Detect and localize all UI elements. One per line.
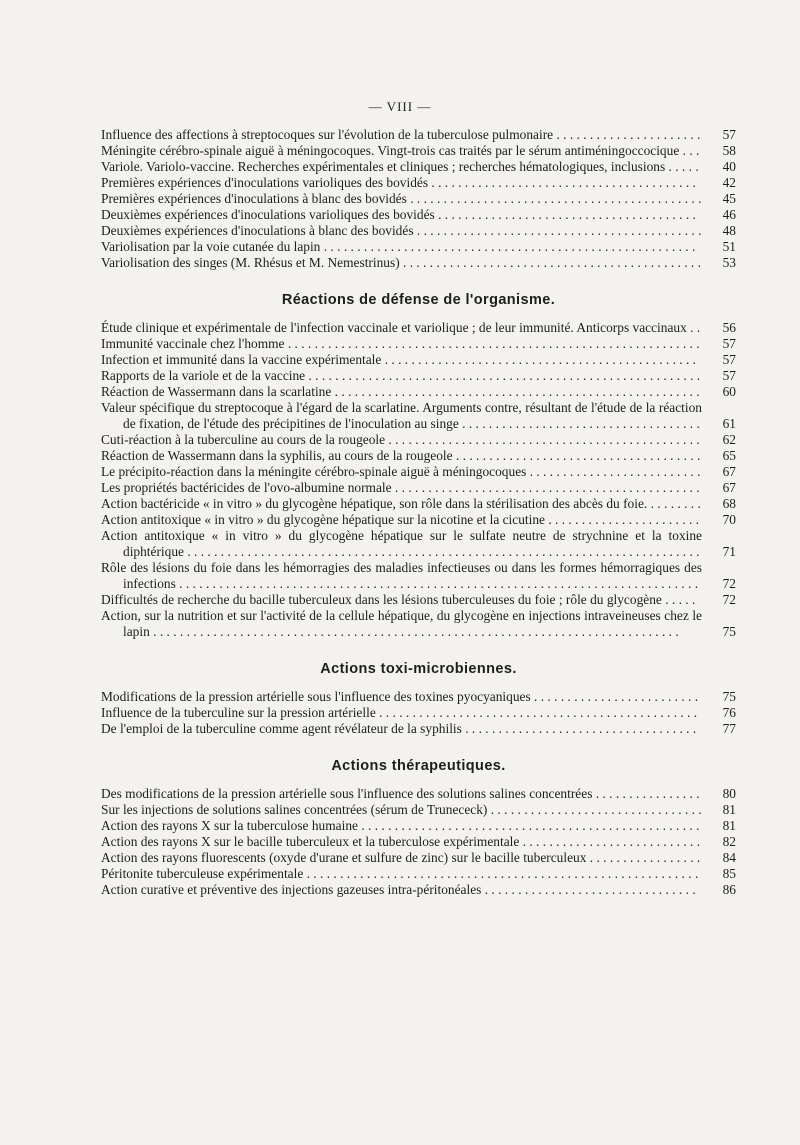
dot-leader: . . . . . . . . . . . . . . . . . . . . . . . . . . .	[519, 834, 701, 849]
toc-entry-title: Action des rayons X sur le bacille tuberculeux et la tuberculose expérimentale	[101, 834, 520, 849]
toc-entry	[101, 320, 736, 336]
toc-entry	[101, 255, 736, 271]
dot-leader: . . . . . . . . . . . . . . . . . . . . . . . . . . . . . . . .	[481, 882, 696, 897]
dot-leader: . . . . . . . . . . . . . . . . . . . . . . . . . . . . . . . . . . .	[461, 721, 697, 736]
toc-entry	[101, 592, 736, 608]
toc-entry-title: Des modifications de la pression artérielle sous l'influence des solutions salines concentrées	[101, 786, 593, 801]
toc-entry-title: Rôle des lésions du foie dans les hémorragies des maladies infectieuses ou dans les formes hémorragiques des infections	[101, 560, 702, 591]
toc-page-number: 81	[722, 818, 736, 833]
toc-page-number: 70	[722, 512, 736, 527]
toc-page-number: 80	[722, 786, 736, 801]
toc-group-therapeutic	[101, 786, 736, 898]
toc-entry-title: Modifications de la pression artérielle sous l'influence des toxines pyocyaniques	[101, 689, 531, 704]
toc-page-number: 86	[722, 882, 736, 897]
page-number-header: — VIII —	[368, 99, 432, 114]
toc-entry	[101, 159, 736, 175]
toc-entry	[101, 384, 736, 400]
toc-entry-title: Péritonite tuberculeuse expérimentale	[101, 866, 304, 881]
toc-entry	[101, 239, 736, 255]
dot-leader: . .	[686, 320, 701, 335]
toc-entry	[101, 850, 736, 866]
toc-entry-title: Action bactéricide « in vitro » du glycogène hépatique, son rôle dans la stérilisation des abcès du foie.	[101, 496, 648, 511]
toc-page-number: 67	[722, 464, 736, 479]
toc-page-number: 53	[722, 255, 736, 270]
toc-page-number: 57	[722, 336, 736, 351]
toc-entry-title: Sur les injections de solutions salines concentrées (sérum de Trunececk)	[101, 802, 488, 817]
dot-leader: . . . . . . . . . . . . . . . . . . . . . . . . . . . . . . . . . . . . . . . . . . . . . . .	[381, 352, 697, 367]
toc-page-number: 45	[722, 191, 736, 206]
toc-entry	[101, 786, 736, 802]
toc-entry-title: Méningite cérébro-spinale aiguë à méningocoques. Vingt-trois cas traités par le sérum antiméningoccocique	[101, 143, 680, 158]
toc-entry-title: Action des rayons X sur la tuberculose humaine	[101, 818, 358, 833]
toc-entry	[101, 512, 736, 528]
toc-entry-title: Rapports de la variole et de la vaccine	[101, 368, 306, 383]
dot-leader: . . . . . . . . . . . . . . . . . . . . . . . . . . . . . . . . . . . . . . . . . . . . . . . . . . . . . . .	[331, 384, 700, 399]
toc-entry	[101, 336, 736, 352]
toc-entry-title: Variolisation par la voie cutanée du lapin	[101, 239, 321, 254]
toc-entry-title: Action curative et préventive des injections gazeuses intra-péritonéales	[101, 882, 482, 897]
toc-entry	[101, 175, 736, 191]
toc-page-number: 46	[722, 207, 736, 222]
toc-page-number: 57	[722, 368, 736, 383]
dot-leader: . . . . .	[661, 592, 696, 607]
toc-entry	[101, 721, 736, 737]
toc-entry-title: Action, sur la nutrition et sur l'activité de la cellule hépatique, du glycogène en injections intraveineuses chez le lapin	[101, 608, 702, 639]
dot-leader: . . . . . . . . . . . . . . . . . . . . . . . . . . . . . . . . . . . .	[458, 416, 700, 431]
toc-group-top	[101, 127, 736, 271]
dot-leader: . . .	[679, 143, 700, 158]
toc-entry	[101, 882, 736, 898]
dot-leader: . . . . . . . . . . . . . . . . . . . . . . . . . . . . . . . . . . . . . . . . . . . . . . . . . . . . . . . . . . . . . . . . . . . . . . . . . . . . . .	[175, 576, 699, 591]
toc-entry-title: Deuxièmes expériences d'inoculations varioliques des bovidés	[101, 207, 435, 222]
toc-entry	[101, 400, 736, 432]
section-title-therapeutic: Actions thérapeutiques.	[331, 758, 506, 774]
toc-page-number: 65	[722, 448, 736, 463]
dot-leader: . . . . . . . . . . . . . . . . . . . . . . . . . . . . . . . .	[487, 802, 702, 817]
toc-page-number: 42	[722, 175, 736, 190]
toc-entry	[101, 802, 736, 818]
toc-entry-title: Variole. Variolo-vaccine. Recherches expérimentales et cliniques ; recherches hématologiques, inclusions	[101, 159, 666, 174]
toc-entry-title: Cuti-réaction à la tuberculine au cours de la rougeole	[101, 432, 386, 447]
toc-entry-title: Deuxièmes expériences d'inoculations à blanc des bovidés	[101, 223, 414, 238]
toc-group-toxi	[101, 689, 736, 737]
toc-entry-title: Étude clinique et expérimentale de l'infection vaccinale et variolique ; de leur immunité. Anticorps vaccinaux	[101, 320, 687, 335]
toc-entry	[101, 480, 736, 496]
toc-entry-title: Action antitoxique « in vitro » du glycogène hépatique sur la nicotine et la cicutine	[101, 512, 545, 527]
toc-page-number: 72	[722, 576, 736, 591]
dot-leader: . . . . . . . . . . . . . . . . . . . . . . . . . . . . . . . . . . . . . . . . . . . . . . . . . . . . . . . .	[320, 239, 696, 254]
toc-entry-title: Les propriétés bactéricides de l'ovo-albumine normale	[101, 480, 392, 495]
toc-entry	[101, 207, 736, 223]
toc-entry-title: Réaction de Wassermann dans la scarlatine	[101, 384, 332, 399]
toc-entry	[101, 143, 736, 159]
dot-leader: . . . . . . . .	[647, 496, 701, 511]
toc-entry	[101, 560, 736, 592]
dot-leader: . . . . .	[665, 159, 699, 174]
toc-group-defense	[101, 320, 736, 640]
toc-entry-title: Premières expériences d'inoculations à blanc des bovidés	[101, 191, 407, 206]
dot-leader: . . . . . . . . . . . . . . . . . . . . . . . . . . . . . . . . . . . . . . . .	[428, 175, 696, 190]
toc-page-number: 60	[722, 384, 736, 399]
toc-entry	[101, 834, 736, 850]
toc-page-number: 85	[722, 866, 736, 881]
table-of-contents	[101, 127, 736, 898]
toc-entry-title: Influence de la tuberculine sur la pression artérielle	[101, 705, 376, 720]
toc-page-number: 51	[722, 239, 736, 254]
section-title-toxi: Actions toxi-microbiennes.	[320, 661, 517, 677]
toc-page-number: 77	[722, 721, 736, 736]
toc-entry	[101, 866, 736, 882]
toc-entry	[101, 705, 736, 721]
toc-entry-title: Action des rayons fluorescents (oxyde d'urane et sulfure de zinc) sur le bacille tuberculeux	[101, 850, 587, 865]
toc-entry-title: Valeur spécifique du streptocoque à l'égard de la scarlatine. Arguments contre, résultant de l'étude de la réaction de fixation, de l'étude des précipitines de l'inoculation au singe	[101, 400, 702, 431]
toc-page-number: 62	[722, 432, 736, 447]
toc-page-number: 56	[722, 320, 736, 335]
dot-leader: . . . . . . . . . . . . . . . . . . . . . . . . . . . . . . . . . . . . . . . . . . . .	[406, 191, 702, 206]
toc-entry	[101, 464, 736, 480]
toc-entry	[101, 818, 736, 834]
dot-leader: . . . . . . . . . . . . . . . .	[592, 786, 700, 801]
dot-leader: . . . . . . . . . . . . . . . . . . . . . . .	[545, 512, 699, 527]
dot-leader: . . . . . . . . . . . . . . . . . . . . . . . . . . . . . . . . . . . . . . . . . . . . . . . . . . . . . . . . . . . . . .	[284, 336, 700, 351]
toc-page-number: 75	[722, 624, 736, 639]
toc-page-number: 71	[722, 544, 736, 559]
dot-leader: . . . . . . . . . . . . . . . . . . . . . . . . . . . . . . . . . . . . . . . . . . . . . . . . . . . . . . . . . . . . . . . . . . . . . . . . . . . . . . .	[149, 624, 679, 639]
toc-page-number: 68	[722, 496, 736, 511]
toc-page-number: 61	[722, 416, 736, 431]
dot-leader: . . . . . . . . . . . . . . . . . . . . . . . . .	[530, 689, 699, 704]
toc-entry	[101, 127, 736, 143]
toc-entry	[101, 432, 736, 448]
dot-leader: . . . . . . . . . . . . . . . . . . . . . . . . . . . . . . . . . . . . . . . . . . . . . . . .	[375, 705, 698, 720]
toc-page-number: 84	[722, 850, 736, 865]
dot-leader: . . . . . . . . . . . . . . . . . . . . . . . . . . . . . . . . . . . . . . . . . . . . . . .	[385, 432, 700, 447]
toc-page-number: 58	[722, 143, 736, 158]
toc-entry-title: Variolisation des singes (M. Rhésus et M. Nemestrinus)	[101, 255, 400, 270]
section-title-defense: Réactions de défense de l'organisme.	[281, 292, 556, 308]
toc-entry	[101, 223, 736, 239]
toc-entry-title: Action antitoxique « in vitro » du glycogène hépatique sur le sulfate neutre de strychnine et la toxine diphtérique	[101, 528, 702, 559]
dot-leader: . . . . . . . . . . . . . . . . . . . . . . . . . . . . . . . . . . . . . . . . . . . . . . . . . . . . . . . . . . .	[305, 368, 701, 383]
toc-entry-title: Influence des affections à streptocoques sur l'évolution de la tuberculose pulmonaire	[101, 127, 554, 142]
dot-leader: . . . . . . . . . . . . . . . . . . . . . . . . . . . . . . . . . . . . . . . . . . . . . . . . . . . . . . . . . . . . . . . . . . . . . . . . . . . . .	[183, 544, 700, 559]
dot-leader: . . . . . . . . . . . . . . . . . . . . . . . . . . . . . . . . . . . . . . . . . . .	[413, 223, 702, 238]
toc-page-number: 81	[722, 802, 736, 817]
toc-entry	[101, 608, 736, 640]
dot-leader: . . . . . . . . . . . . . . . . . . . . . . . . . . . . . . . . . . . . . . . . . . . . .	[399, 255, 701, 270]
toc-page-number: 75	[722, 689, 736, 704]
toc-entry	[101, 368, 736, 384]
toc-entry	[101, 448, 736, 464]
toc-page-number: 48	[722, 223, 736, 238]
toc-entry-title: De l'emploi de la tuberculine comme agent révélateur de la syphilis	[101, 721, 462, 736]
toc-page-number: 76	[722, 705, 736, 720]
dot-leader: . . . . . . . . . . . . . . . . . . . . . . . . . . . . . . . . . . . . . . . . . . . . . .	[391, 480, 700, 495]
toc-entry	[101, 496, 736, 512]
dot-leader: . . . . . . . . . . . . . . . . . . . . . . . . . . . . . . . . . . . . . . .	[434, 207, 696, 222]
dot-leader: . . . . . . . . . . . . . . . . . . . . . . . . . . . . . . . . . . . . .	[452, 448, 701, 463]
toc-page-number: 72	[722, 592, 736, 607]
dot-leader: . . . . . . . . . . . . . . . . . . . . . . . . . . . . . . . . . . . . . . . . . . . . . . . . . . .	[357, 818, 700, 833]
toc-entry-title: Réaction de Wassermann dans la syphilis, au cours de la rougeole	[101, 448, 453, 463]
toc-entry-title: Le précipito-réaction dans la méningite cérébro-spinale aiguë à méningocoques	[101, 464, 527, 479]
dot-leader: . . . . . . . . . . . . . . . . . . . . . . . . . . . . . . . . . . . . . . . . . . . . . . . . . . . . . . . . . . .	[303, 866, 699, 881]
toc-page-number: 82	[722, 834, 736, 849]
toc-entry-title: Infection et immunité dans la vaccine expérimentale	[101, 352, 382, 367]
toc-entry	[101, 528, 736, 560]
toc-page-number: 57	[722, 352, 736, 367]
toc-entry	[101, 352, 736, 368]
toc-page-number: 40	[722, 159, 736, 174]
toc-entry-title: Difficultés de recherche du bacille tuberculeux dans les lésions tuberculeuses du foie ; rôle du glycogène	[101, 592, 662, 607]
toc-entry	[101, 689, 736, 705]
dot-leader: . . . . . . . . . . . . . . . . .	[586, 850, 701, 865]
toc-entry-title: Immunité vaccinale chez l'homme	[101, 336, 285, 351]
dot-leader: . . . . . . . . . . . . . . . . . . . . . .	[553, 127, 701, 142]
toc-entry-title: Premières expériences d'inoculations varioliques des bovidés	[101, 175, 429, 190]
toc-entry	[101, 191, 736, 207]
toc-page-number: 67	[722, 480, 736, 495]
dot-leader: . . . . . . . . . . . . . . . . . . . . . . . . . .	[526, 464, 701, 479]
toc-page-number: 57	[722, 127, 736, 142]
